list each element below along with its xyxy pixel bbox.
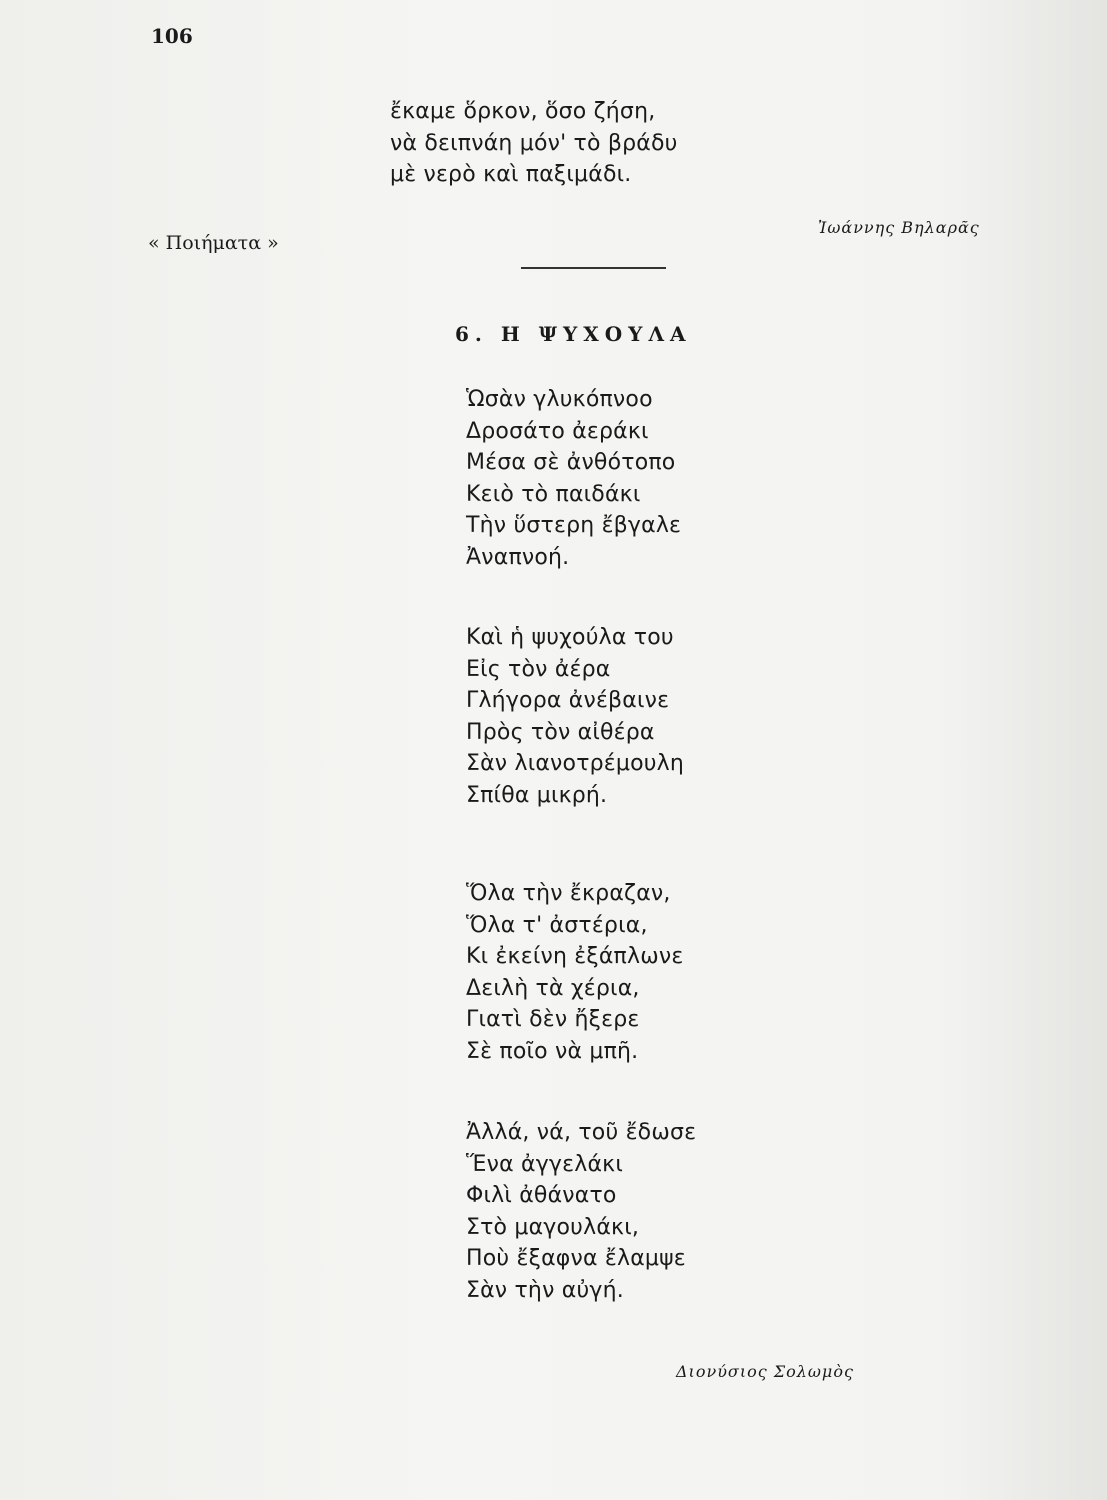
stanza-3: [466, 878, 683, 1067]
poem-line: Ὅλα τὴν ἔκραζαν,: [466, 881, 671, 906]
poem-author: Διονύσιος Σολωμὸς: [676, 1362, 854, 1381]
poem-line: Ἀναπνοή.: [466, 544, 570, 570]
previous-poem-author: Ἰωάννης Βηλαρᾶς: [818, 218, 980, 237]
poem-line: Τὴν ὕστερη ἔβγαλε: [466, 513, 682, 538]
poem-line: Κειὸ τὸ παιδάκι: [466, 481, 641, 507]
poem-line: Σὰν τὴν αὐγή.: [466, 1277, 624, 1303]
poem-line: ἔκαμε ὅρκον, ὅσο ζήση,: [390, 99, 656, 124]
poem-line: Γλήγορα ἀνέβαινε: [466, 688, 670, 713]
poem-line: Καὶ ἡ ψυχούλα του: [466, 625, 674, 650]
poem-title: 6. Η ΨΥΧΟΥΛΑ: [455, 322, 692, 346]
poem-line: Δειλὴ τὰ χέρια,: [466, 975, 640, 1001]
poem-line: Ὡσὰν γλυκόπνοο: [466, 387, 653, 412]
poem-line: Ὅλα τ' ἀστέρια,: [466, 912, 648, 938]
previous-poem-ending: [390, 96, 678, 191]
section-divider: [521, 267, 666, 269]
poem-line: Σὲ ποῖο νὰ μπῆ.: [466, 1038, 639, 1064]
poem-line: μὲ νερὸ καὶ παξιμάδι.: [390, 162, 632, 187]
poem-line: Σπίθα μικρή.: [466, 782, 608, 808]
poem-line: Πρὸς τὸν αἰθέρα: [466, 719, 655, 745]
stanza-4: [466, 1117, 696, 1306]
page-number: 106: [151, 24, 193, 48]
stanza-1: [466, 384, 681, 573]
poem-line: Φιλὶ ἀθάνατο: [466, 1183, 617, 1208]
source-title: « Ποιήματα »: [148, 232, 279, 254]
poem-line: Ποὺ ἔξαφνα ἔλαμψε: [466, 1246, 686, 1271]
poem-line: νὰ δειπνάη μόν' τὸ βράδυ: [390, 130, 678, 156]
poem-line: Γιατὶ δὲν ἤξερε: [466, 1007, 640, 1032]
poem-line: Μέσα σὲ ἀνθότοπο: [466, 450, 676, 475]
poem-line: Στὸ μαγουλάκι,: [466, 1214, 640, 1240]
stanza-2: [466, 622, 684, 811]
poem-line: Ἀλλά, νά, τοῦ ἔδωσε: [466, 1120, 697, 1145]
poem-line: Δροσάτο ἀεράκι: [466, 418, 649, 444]
poem-line: Ἕνα ἀγγελάκι: [466, 1151, 623, 1177]
poem-line: Εἰς τὸν ἀέρα: [466, 656, 611, 682]
poem-line: Σὰν λιανοτρέμουλη: [466, 751, 685, 776]
poem-line: Κι ἐκείνη ἐξάπλωνε: [466, 944, 684, 969]
